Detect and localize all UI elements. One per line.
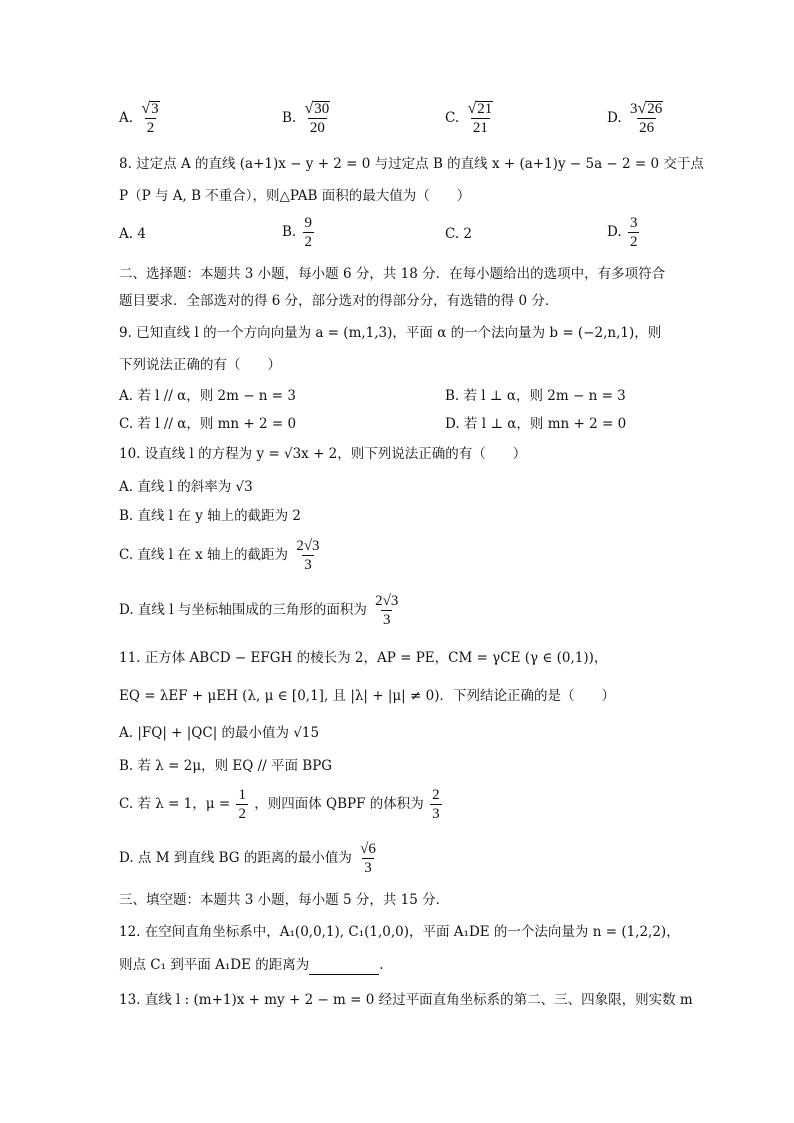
denominator: 3 [304,557,312,573]
option-text: ，则四面体 QBPF 的体积为 [254,796,424,812]
option-label: C. [445,110,460,126]
numerator: 1 [238,787,246,803]
q10-option-a: A. 直线 l 的斜率为 √3 [119,479,253,495]
q11-stem-line2: EQ = λEF + μEH (λ, μ ∈ [0,1], 且 |λ| + |μ| ≠ 0)．下列结论正确的是（ ） [119,688,615,704]
option-text: D. 直线 l 与坐标轴围成的三角形的面积为 [119,602,367,618]
fraction: √ 21 21 [467,100,493,136]
q11-option-d [119,840,380,877]
fraction [303,214,315,251]
q12-text: 则点 C₁ 到平面 A₁DE 的距离为 [119,957,310,973]
denominator: 3 [382,612,391,628]
numerator: 2 [432,787,440,803]
fraction: 3 √ 26 26 [629,100,663,136]
option-label: B. [282,110,297,126]
q10-option-c [119,537,324,574]
numerator: 2√3 [375,593,399,609]
option-text: C. 若 λ = 1，μ = [119,796,231,812]
q7-option-d [607,100,667,137]
q9-option-a: A. 若 l // α，则 2m − n = 3 [119,388,296,404]
q10-option-d [119,592,402,629]
section2-instructions-line1: 二、选择题：本题共 3 小题，每小题 6 分，共 18 分．在每小题给出的选项中，有多项符合 [119,266,666,282]
radicand: 3 [151,101,159,117]
numerator: 9 [304,215,313,231]
fraction [628,214,640,251]
q9-option-c: C. 若 l // α，则 mn + 2 = 0 [119,416,297,432]
q9-option-d: D. 若 l ⊥ α，则 mn + 2 = 0 [445,416,627,432]
numerator: √6 [360,841,376,857]
q8-option-b [282,214,316,251]
q13-stem-line1: 13. 直线 l : (m+1)x + my + 2 − m = 0 经过平面直角坐标系的第二、三、四象限，则实数 m [119,992,693,1008]
section2-instructions-line2: 题目要求．全部选对的得 6 分，部分选对的得部分分，有选错的得 0 分． [119,293,559,309]
q10-stem: 10. 设直线 l 的方程为 y = √3x + 2，则下列说法正确的有（ ） [119,446,527,462]
section3-instructions: 三、填空题：本题共 3 小题，每小题 5 分，共 15 分． [119,892,450,908]
q11-option-b: B. 若 λ = 2μ，则 EQ // 平面 BPG [119,758,333,774]
fraction [430,786,442,823]
fraction: √ 30 20 [304,100,330,136]
answer-blank[interactable] [309,960,379,975]
option-label: B. [282,224,297,240]
option-label: A. [119,110,134,126]
fraction [358,840,378,877]
denominator: 2 [146,120,155,136]
denominator: 20 [309,120,325,136]
q9-option-b: B. 若 l ⊥ α，则 2m − n = 3 [445,388,626,404]
q7-option-a [119,100,164,137]
denominator: 2 [629,234,638,250]
denominator: 21 [472,120,488,136]
q8-option-a: A. 4 [119,226,146,242]
q7-option-b [282,100,334,137]
q11-option-a: A. |FQ| + |QC| 的最小值为 √15 [119,725,320,741]
q8-option-c: C. 2 [445,226,473,242]
q8-option-d [607,214,641,251]
denominator: 3 [364,860,372,876]
q12-period: . [379,957,384,973]
denominator: 2 [304,234,313,250]
fraction [373,592,400,629]
q9-stem-line2: 下列说法正确的有（ ） [119,357,281,373]
radicand: 30 [314,101,330,117]
option-label: D. [607,224,622,240]
denominator: 2 [238,806,246,822]
fraction [236,786,248,823]
q11-option-c [119,786,444,823]
option-text: D. 点 M 到直线 BG 的距离的最小值为 [119,850,352,866]
option-label: D. [607,110,622,126]
q12-stem-line2 [119,955,384,975]
q12-stem-line1: 12. 在空间直角坐标系中，A₁(0,0,1), C₁(1,0,0)，平面 A₁DE 的一个法向量为 n = (1,2,2)， [119,924,680,940]
numerator: 3 [629,215,638,231]
fraction [294,537,321,574]
option-text: C. 直线 l 在 x 轴上的截距为 [119,547,289,563]
q11-stem-line1: 11. 正方体 ABCD − EFGH 的棱长为 2，AP = PE，CM = γCE (γ ∈ (0,1))， [119,650,608,666]
coefficient: 3 [629,101,638,117]
q7-option-c [445,100,497,137]
fraction: √ 3 2 [141,100,159,136]
radicand: 26 [647,101,663,117]
q8-stem-line2: P（P 与 A, B 不重合），则△PAB 面积的最大值为（ ） [119,188,471,204]
radicand: 21 [477,101,493,117]
q9-stem-line1: 9. 已知直线 l 的一个方向向量为 a = (m,1,3)，平面 α 的一个法向量为 b = (−2,n,1)，则 [119,325,662,341]
denominator: 3 [432,806,440,822]
q8-stem-line1: 8. 过定点 A 的直线 (a+1)x − y + 2 = 0 与过定点 B 的直线 x + (a+1)y − 5a − 2 = 0 交于点 [119,156,704,172]
q10-option-b: B. 直线 l 在 y 轴上的截距为 2 [119,508,301,524]
denominator: 26 [639,120,655,136]
numerator: 2√3 [296,538,320,554]
